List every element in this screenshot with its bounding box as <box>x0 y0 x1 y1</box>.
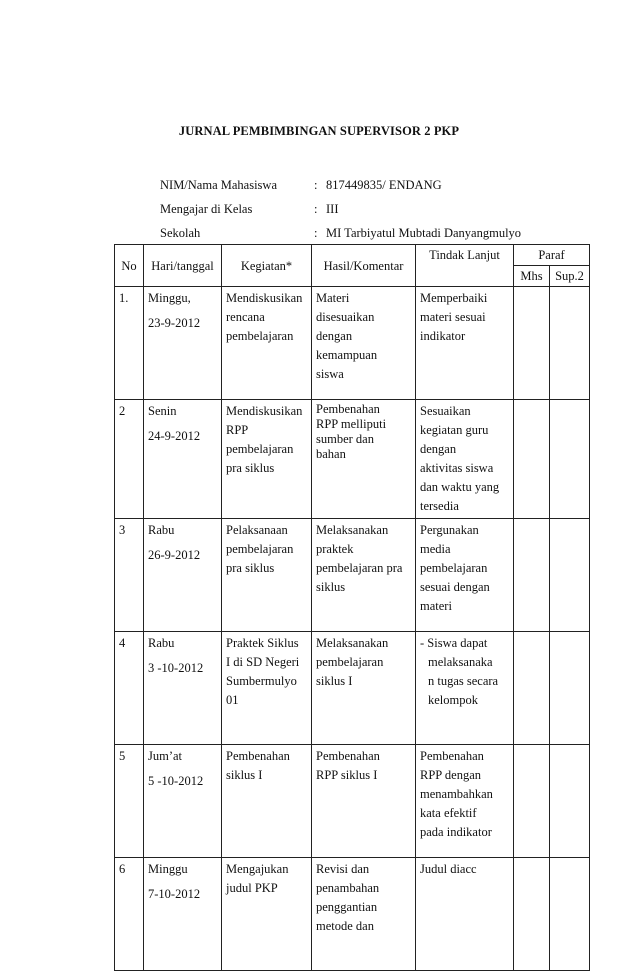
supervision-log-table <box>114 244 590 971</box>
header-paraf: Paraf <box>514 245 590 266</box>
info-value: 817449835/ ENDANG <box>326 178 442 192</box>
row-activity-line: Sumbermulyo <box>226 674 297 688</box>
row-activity-line: pembelajaran <box>226 442 294 456</box>
row-followup-line: kegiatan guru <box>420 423 489 437</box>
row-activity-line: Mengajukan <box>226 862 289 876</box>
signature-sup-cell <box>550 400 590 519</box>
row-activity-line: I di SD Negeri <box>226 655 300 669</box>
row-followup-line: Judul diacc <box>420 862 477 876</box>
row-result-line: siklus <box>316 580 346 594</box>
row-result-line: praktek <box>316 542 354 556</box>
signature-mhs-cell <box>514 519 550 632</box>
row-result-cell <box>312 745 416 858</box>
row-followup-line: materi <box>420 599 452 613</box>
signature-sup-cell <box>550 858 590 971</box>
row-day: Jum’at <box>148 749 183 763</box>
row-activity-cell <box>222 858 312 971</box>
info-label: NIM/Nama Mahasiswa <box>160 178 277 192</box>
row-activity-line: 01 <box>226 693 239 707</box>
row-activity-line: pra siklus <box>226 461 275 475</box>
header-sup: Sup.2 <box>550 266 590 287</box>
table-header-row <box>115 245 590 266</box>
row-result-line: Materi <box>316 291 350 305</box>
row-number: 4 <box>115 632 144 745</box>
info-label: Sekolah <box>160 226 201 240</box>
row-date: 5 -10-2012 <box>148 774 204 788</box>
row-date: 26-9-2012 <box>148 548 201 562</box>
row-followup-line: - Siswa dapat <box>420 636 488 650</box>
row-date-cell <box>144 400 222 519</box>
row-activity-cell <box>222 745 312 858</box>
row-followup-line: kata efektif <box>420 806 477 820</box>
row-activity-line: rencana <box>226 310 265 324</box>
row-number: 1. <box>115 287 144 400</box>
row-result-line: Pembenahan <box>316 402 380 416</box>
row-activity-line: pembelajaran <box>226 542 294 556</box>
row-followup-line: Memperbaiki <box>420 291 488 305</box>
row-result-cell <box>312 400 416 519</box>
signature-sup-cell <box>550 287 590 400</box>
row-number: 3 <box>115 519 144 632</box>
row-day: Minggu, <box>148 291 191 305</box>
header-no: No <box>115 245 144 287</box>
row-followup-cell <box>416 632 514 745</box>
row-followup-line: pada indikator <box>420 825 492 839</box>
row-result-cell <box>312 287 416 400</box>
row-activity-line: pembelajaran <box>226 329 294 343</box>
row-followup-line: Sesuaikan <box>420 404 471 418</box>
signature-mhs-cell <box>514 400 550 519</box>
row-followup-line: Pembenahan <box>420 749 484 763</box>
row-followup-line: dengan <box>420 442 457 456</box>
table-row <box>115 519 590 632</box>
row-date: 23-9-2012 <box>148 316 201 330</box>
header-result: Hasil/Komentar <box>312 245 416 287</box>
row-followup-line: RPP dengan <box>420 768 481 782</box>
row-followup-line: n tugas secara <box>428 674 499 688</box>
row-day: Senin <box>148 404 177 418</box>
row-result-line: RPP siklus I <box>316 768 378 782</box>
row-result-line: pembelajaran <box>316 655 384 669</box>
row-result-cell <box>312 519 416 632</box>
row-result-line: Melaksanakan <box>316 636 389 650</box>
row-day: Rabu <box>148 523 175 537</box>
row-followup-line: materi sesuai <box>420 310 486 324</box>
row-date-cell <box>144 745 222 858</box>
row-result-line: Pembenahan <box>316 749 380 763</box>
row-day: Minggu <box>148 862 188 876</box>
row-result-line: metode dan <box>316 919 374 933</box>
row-date-cell <box>144 287 222 400</box>
info-value: III <box>326 202 339 216</box>
row-followup-line: kelompok <box>428 693 478 707</box>
row-result-line: pembelajaran pra <box>316 561 403 575</box>
row-date-cell <box>144 858 222 971</box>
row-activity-cell <box>222 632 312 745</box>
page-title: JURNAL PEMBIMBINGAN SUPERVISOR 2 PKP <box>178 124 460 138</box>
row-followup-cell <box>416 745 514 858</box>
table-row <box>115 400 590 519</box>
info-separator: : <box>314 178 318 192</box>
signature-sup-cell <box>550 745 590 858</box>
row-result-line: disesuaikan <box>316 310 375 324</box>
row-result-line: sumber dan <box>316 432 374 446</box>
row-result-line: Revisi dan <box>316 862 370 876</box>
row-followup-cell <box>416 858 514 971</box>
row-result-line: kemampuan <box>316 348 378 362</box>
row-result-line: penambahan <box>316 881 380 895</box>
table-row <box>115 858 590 971</box>
row-activity-line: Mendiskusikan <box>226 291 303 305</box>
row-activity-line: RPP <box>226 423 249 437</box>
row-followup-line: tersedia <box>420 499 459 513</box>
signature-sup-cell <box>550 632 590 745</box>
table-row <box>115 745 590 858</box>
header-date: Hari/tanggal <box>144 245 222 287</box>
row-result-line: Melaksanakan <box>316 523 389 537</box>
row-day: Rabu <box>148 636 175 650</box>
row-date: 24-9-2012 <box>148 429 201 443</box>
info-separator: : <box>314 202 318 216</box>
info-label: Mengajar di Kelas <box>160 202 253 216</box>
row-followup-line: media <box>420 542 451 556</box>
row-result-line: penggantian <box>316 900 378 914</box>
row-activity-cell <box>222 287 312 400</box>
row-number: 6 <box>115 858 144 971</box>
row-date: 3 -10-2012 <box>148 661 204 675</box>
row-followup-line: sesuai dengan <box>420 580 490 594</box>
row-result-cell <box>312 632 416 745</box>
row-activity-line: Pelaksanaan <box>226 523 288 537</box>
row-followup-cell <box>416 400 514 519</box>
row-followup-cell <box>416 287 514 400</box>
header-followup: Tindak Lanjut <box>416 245 514 287</box>
header-activity: Kegiatan* <box>222 245 312 287</box>
row-activity-cell <box>222 519 312 632</box>
row-followup-line: aktivitas siswa <box>420 461 494 475</box>
row-activity-line: Pembenahan <box>226 749 290 763</box>
row-followup-line: menambahkan <box>420 787 493 801</box>
row-result-line: RPP melliputi <box>316 417 387 431</box>
row-number: 5 <box>115 745 144 858</box>
row-activity-line: judul PKP <box>226 881 278 895</box>
row-result-cell <box>312 858 416 971</box>
header-mhs: Mhs <box>514 266 550 287</box>
row-followup-line: dan waktu yang <box>420 480 500 494</box>
row-activity-line: siklus I <box>226 768 263 782</box>
signature-mhs-cell <box>514 858 550 971</box>
row-followup-cell <box>416 519 514 632</box>
row-activity-cell <box>222 400 312 519</box>
row-number: 2 <box>115 400 144 519</box>
signature-mhs-cell <box>514 287 550 400</box>
info-value: MI Tarbiyatul Mubtadi Danyangmulyo <box>326 226 522 240</box>
row-result-line: siswa <box>316 367 344 381</box>
row-result-line: bahan <box>316 447 346 461</box>
row-activity-line: Praktek Siklus <box>226 636 299 650</box>
row-followup-line: pembelajaran <box>420 561 488 575</box>
signature-sup-cell <box>550 519 590 632</box>
row-date: 7-10-2012 <box>148 887 201 901</box>
signature-mhs-cell <box>514 745 550 858</box>
row-activity-line: Mendiskusikan <box>226 404 303 418</box>
table-body <box>115 287 590 971</box>
row-date-cell <box>144 519 222 632</box>
row-result-line: siklus I <box>316 674 353 688</box>
signature-mhs-cell <box>514 632 550 745</box>
row-result-line: dengan <box>316 329 353 343</box>
row-date-cell <box>144 632 222 745</box>
info-separator: : <box>314 226 318 240</box>
table-row <box>115 632 590 745</box>
row-followup-line: indikator <box>420 329 466 343</box>
table-row <box>115 287 590 400</box>
row-followup-line: Pergunakan <box>420 523 479 537</box>
row-activity-line: pra siklus <box>226 561 275 575</box>
row-followup-line: melaksanaka <box>428 655 493 669</box>
